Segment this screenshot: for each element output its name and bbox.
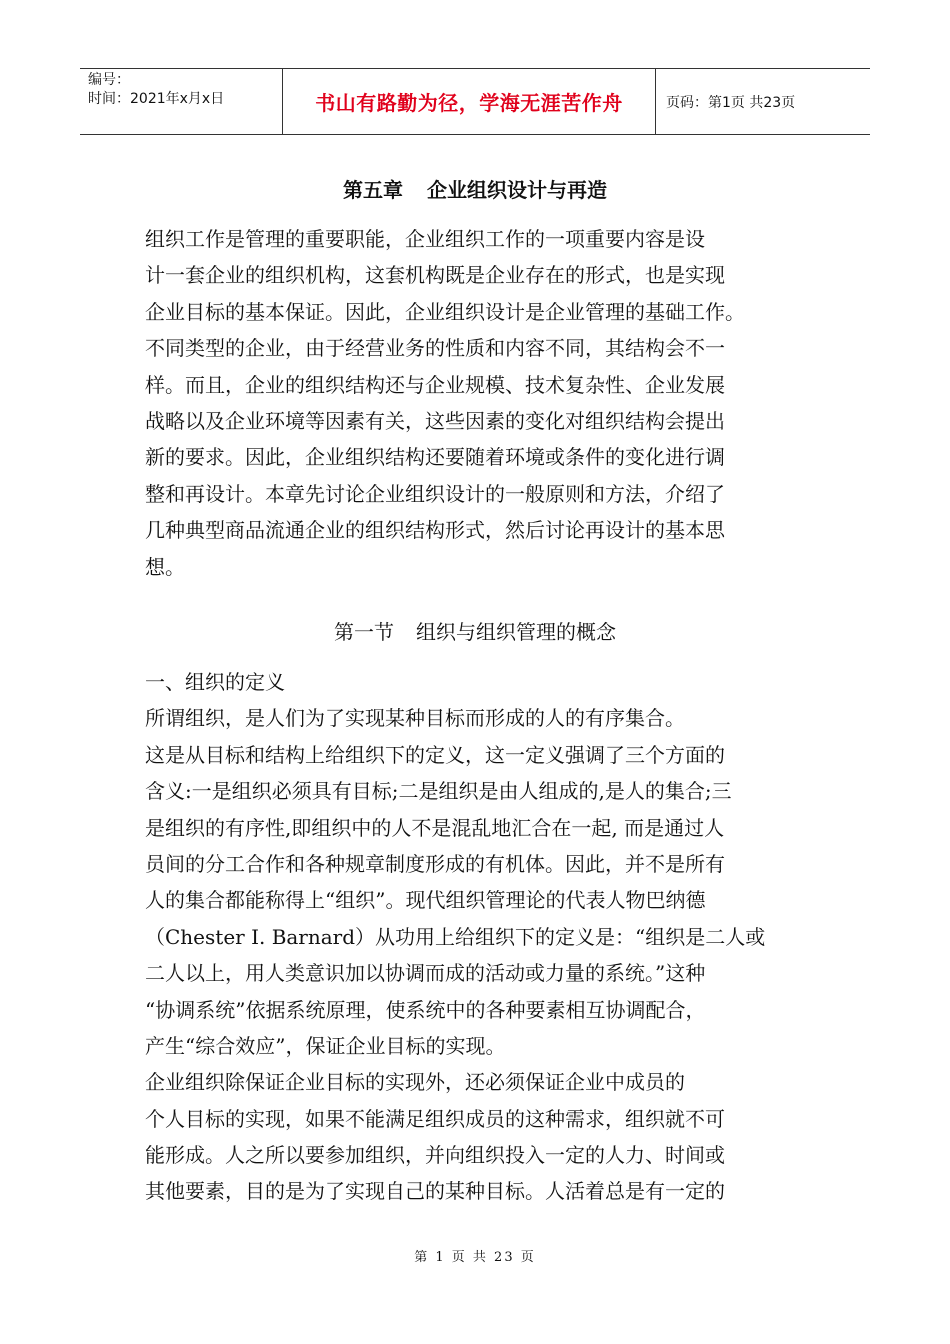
- text-line: 战略以及企业环境等因素有关，这些因素的变化对组织结构会提出: [145, 408, 725, 433]
- text-line: 计一套企业的组织机构，这套机构既是企业存在的形式，也是实现: [145, 263, 725, 288]
- text-line: 含义:一是组织必须具有目标;二是组织是由人组成的,是人的集合;三: [145, 779, 732, 804]
- section-number: 第一节: [334, 620, 394, 644]
- section-name: 组织与组织管理的概念: [416, 620, 616, 644]
- document-header: [80, 68, 870, 135]
- text-line: 这是从目标和结构上给组织下的定义，这一定义强调了三个方面的: [145, 742, 725, 767]
- text-line: 新的要求。因此，企业组织结构还要随着环境或条件的变化进行调: [145, 445, 725, 470]
- section-title: [0, 616, 950, 645]
- text-line: 整和再设计。本章先讨论企业组织设计的一般原则和方法，介绍了: [145, 481, 725, 506]
- intro-paragraph: [145, 221, 805, 585]
- chapter-title: [0, 174, 950, 203]
- subsection-block: [145, 664, 805, 1210]
- chapter-name: 企业组织设计与再造: [427, 178, 607, 202]
- text-line: 所谓组织，是人们为了实现某种目标而形成的人的有序集合。: [145, 706, 685, 731]
- time-label: 时间：2021年x月x日: [88, 91, 225, 107]
- text-line: 其他要素，目的是为了实现自己的某种目标。人活着总是有一定的: [145, 1179, 725, 1204]
- text-line: 想。: [145, 554, 185, 579]
- header-page-cell: [656, 69, 870, 134]
- motto-text: 书山有路勤为径，学海无涯苦作舟: [315, 91, 623, 115]
- text-line: 能形成。人之所以要参加组织，并向组织投入一定的人力、时间或: [145, 1143, 725, 1168]
- text-line: 不同类型的企业，由于经营业务的性质和内容不同，其结构会不一: [145, 336, 725, 361]
- page-info: 页码：第1页 共23页: [666, 94, 796, 111]
- text-line: “协调系统”依据系统原理，使系统中的各种要素相互协调配合，: [145, 997, 706, 1022]
- header-motto-cell: [282, 69, 656, 134]
- text-line: 是组织的有序性,即组织中的人不是混乱地汇合在一起, 而是通过人: [145, 815, 725, 840]
- page-footer: 第 1 页 共 23 页: [414, 1250, 536, 1265]
- subsection-heading: 一、组织的定义: [145, 670, 285, 694]
- text-line: 组织工作是管理的重要职能，企业组织工作的一项重要内容是设: [145, 227, 705, 251]
- text-line: 人的集合都能称得上“组织”。现代组织管理论的代表人物巴纳德: [145, 888, 706, 913]
- text-line: 员间的分工合作和各种规章制度形成的有机体。因此，并不是所有: [145, 851, 725, 876]
- text-line: 样。而且，企业的组织结构还与企业规模、技术复杂性、企业发展: [145, 372, 725, 397]
- text-line: 二人以上，用人类意识加以协调而成的活动或力量的系统。”这种: [145, 961, 706, 986]
- text-line: 企业组织除保证企业目标的实现外，还必须保证企业中成员的: [145, 1070, 685, 1095]
- text-line: （Chester I. Barnard）从功用上给组织下的定义是：“组织是二人或: [145, 924, 766, 949]
- header-meta-cell: [80, 69, 282, 134]
- text-line: 个人目标的实现，如果不能满足组织成员的这种需求，组织就不可: [145, 1106, 725, 1131]
- number-label: 编号：: [88, 72, 130, 88]
- chapter-number: 第五章: [343, 178, 403, 202]
- text-line: 企业目标的基本保证。因此，企业组织设计是企业管理的基础工作。: [145, 299, 745, 324]
- text-line: 几种典型商品流通企业的组织结构形式，然后讨论再设计的基本思: [145, 518, 725, 543]
- text-line: 产生“综合效应”，保证企业目标的实现。: [145, 1033, 506, 1058]
